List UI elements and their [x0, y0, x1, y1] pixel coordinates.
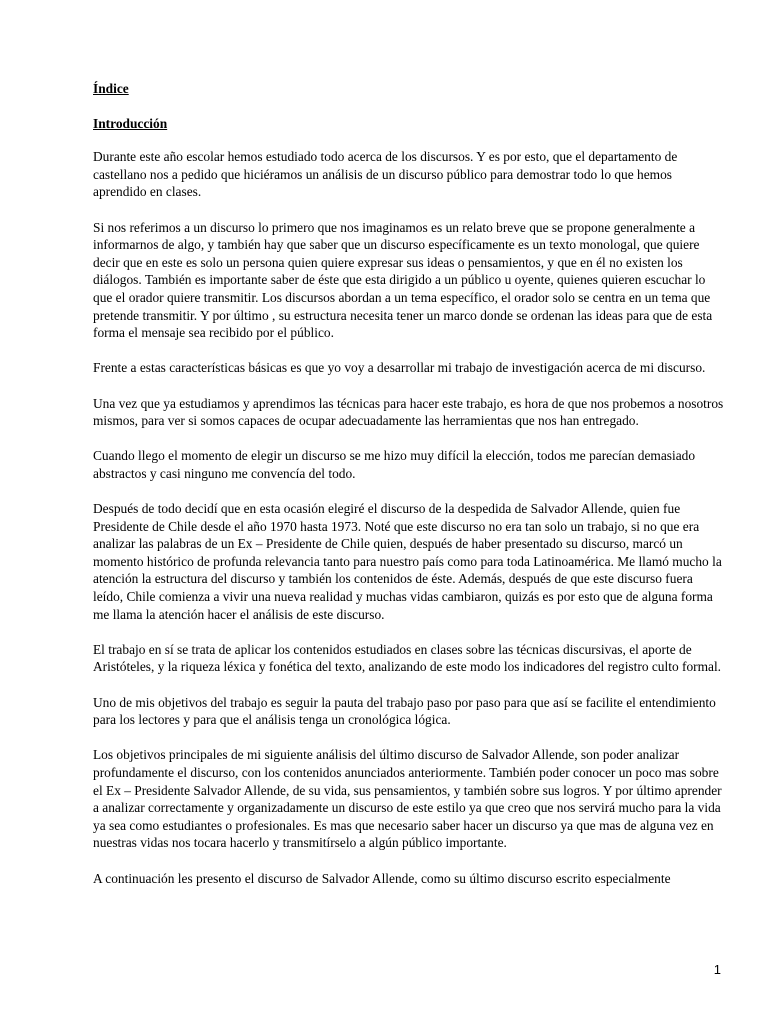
paragraph-2: Si nos referimos a un discurso lo primero que nos imaginamos es un relato breve que se propone generalmente a informarnos de algo, y también hay que saber que un discurso específicamente es un texto monologal, que quiere decir que en este es solo un persona quien quiere expresar sus ideas o pensamientos, y que en él no existen los diálogos. También es importante saber de éste que esta dirigido a un público u oyente, quienes quieren escuchar lo que el orador quiere transmitir. Los discursos abordan a un tema específico, el orador solo se centra en un tema que pretende transmitir. Y por último , su estructura necesita tener un marco donde se ordenan las ideas para que de esta forma el mensaje sea recibido por el público.: [93, 219, 713, 341]
paragraph-10: A continuación les presento el discurso de Salvador Allende, como su último discurso escrito especialmente: [93, 870, 671, 886]
paragraph-3: Frente a estas características básicas es que yo voy a desarrollar mi trabajo de investigación acerca de mi discurso.: [93, 360, 706, 376]
paragraph-8: Uno de mis objetivos del trabajo es seguir la pauta del trabajo paso por paso para que así se facilite el entendimiento para los lectores y para que el análisis tenga un cronológica lógica.: [93, 694, 716, 728]
document-body: [93, 80, 725, 887]
paragraph-1: Durante este año escolar hemos estudiado todo acerca de los discursos. Y es por esto, que el departamento de castellano nos a pedido que hiciéramos un análisis de un discurso público para demostrar todo lo que hemos aprendido en clases.: [93, 149, 678, 200]
paragraph-6: Después de todo decidí que en esta ocasión elegiré el discurso de la despedida de Salvador Allende, quien fue Presidente de Chile desde el año 1970 hasta 1973. Noté que este discurso no era tan solo un trabajo, si no que era analizar las palabras de un Ex – Presidente de Chile quien, después de haber presentado su discurso, marcó un momento histórico de profunda relevancia tanto para nuestro país como para toda Latinoamérica. Me llamó mucho la atención la estructura del discurso y también los contenidos de éste. Además, después de que este discurso fuera leído, Chile comienza a vivir una nueva realidad y muchas vidas cambiaron, quizás es por esto que de alguna forma me llama la atención hacer el análisis de este discurso.: [93, 501, 722, 622]
paragraph-5: Cuando llego el momento de elegir un discurso se me hizo muy difícil la elección, todos me parecían demasiado abstractos y casi ninguno me convencía del todo.: [93, 448, 696, 481]
paragraph-9: Los objetivos principales de mi siguiente análisis del último discurso de Salvador Allende, son poder analizar profundamente el discurso, con los contenidos anunciados anteriormente. También poder conocer un poco mas sobre el Ex – Presidente Salvador Allende, de su vida, sus pensamientos, y también sobre sus logros. Y por último aprender a analizar correctamente y organizadamente un discurso de este estilo ya que creo que nos servirá mucho para la vida ya sea como estudiantes o profesionales. Es mas que necesario saber hacer un discurso ya que mas de alguna vez en nuestras vidas nos tocara hacerlo y transmitírselo a algún público importante.: [93, 747, 722, 851]
page-number: 1: [713, 962, 721, 977]
paragraph-7: El trabajo en sí se trata de aplicar los contenidos estudiados en clases sobre las técnicas discursivas, el aporte de Aristóteles, y la riqueza léxica y fonética del texto, analizando de este modo los indicadores del registro culto formal.: [93, 641, 722, 675]
index-heading: Índice: [93, 81, 129, 96]
introduction-heading: Introducción: [93, 115, 168, 131]
paragraph-4: Una vez que ya estudiamos y aprendimos las técnicas para hacer este trabajo, es hora de que nos probemos a nosotros mismos, para ver si somos capaces de ocupar adecuadamente las herramientas que nos han entregado.: [93, 395, 724, 429]
